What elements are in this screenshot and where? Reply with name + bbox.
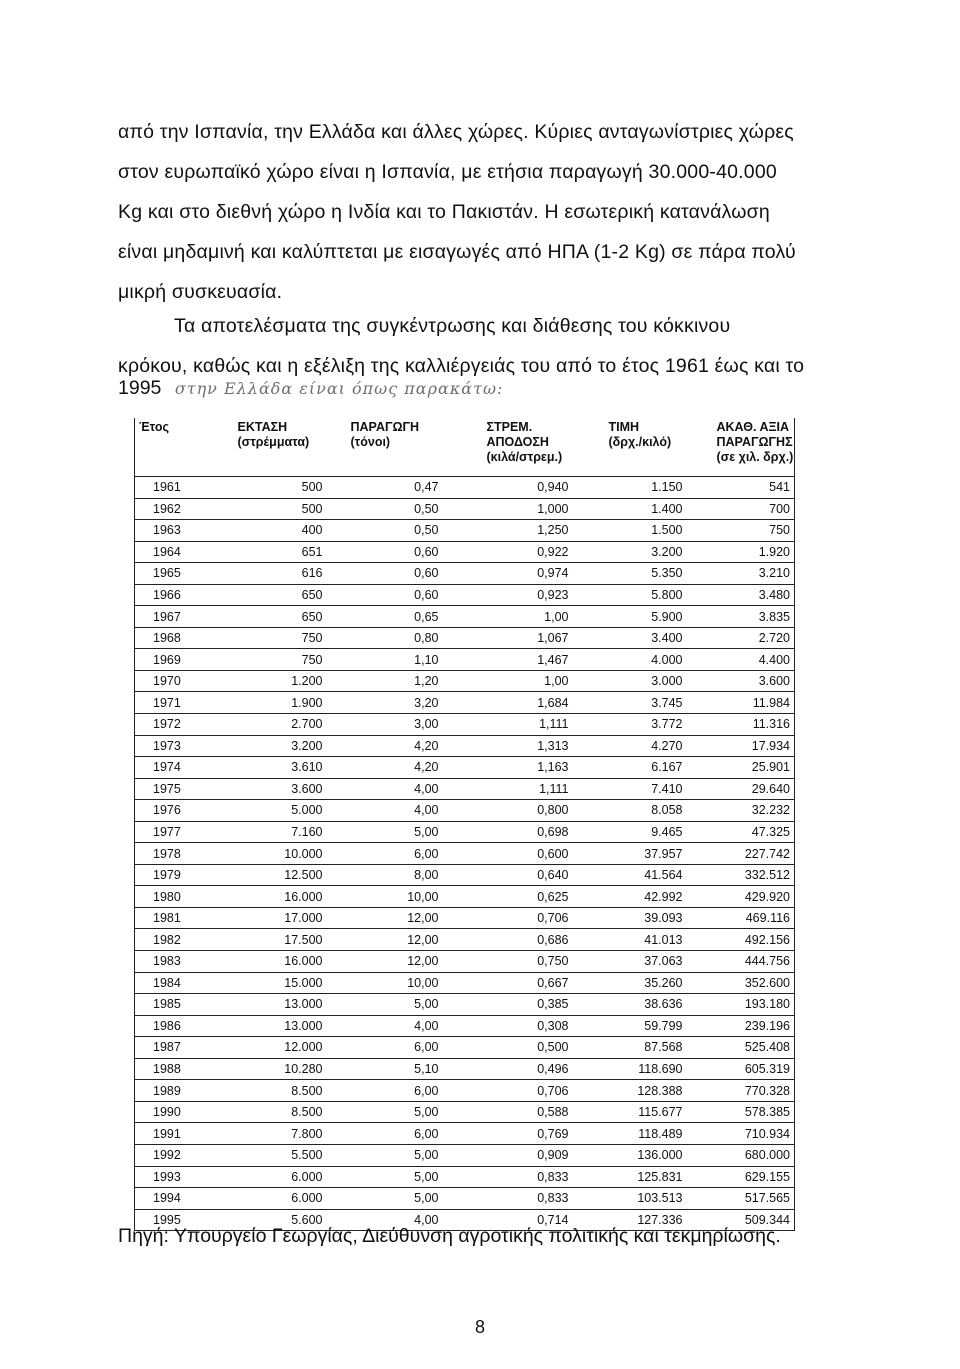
table-cell: 5,00 [327, 1144, 443, 1166]
header-text: ΤΙΜΗ [608, 420, 640, 434]
table-cell: 0,667 [443, 972, 573, 994]
col-header-gross-value [687, 418, 795, 477]
col-header-yield [443, 418, 573, 477]
table-cell: 11.316 [687, 714, 795, 736]
table-cell: 7.160 [235, 821, 327, 843]
table-cell: 3.610 [235, 757, 327, 779]
table-cell: 12.500 [235, 864, 327, 886]
table-cell: 8,00 [327, 864, 443, 886]
table-cell: 7.410 [573, 778, 687, 800]
table-cell: 125.831 [573, 1166, 687, 1188]
table-cell: 4.000 [573, 649, 687, 671]
header-unit: (δρχ./κιλό) [608, 435, 672, 449]
table-cell: 4,00 [327, 778, 443, 800]
handwritten-note: στην Ελλάδα είναι όπως παρακάτω: [174, 379, 504, 398]
table-cell: 0,308 [443, 1015, 573, 1037]
table-cell: 12,00 [327, 951, 443, 973]
saffron-production-table [134, 418, 795, 1231]
table-row [135, 520, 795, 542]
table-row [135, 972, 795, 994]
header-text: ΑΚΑΘ. ΑΞΙΑ [716, 420, 790, 434]
table-row [135, 1188, 795, 1210]
table-cell: 3.772 [573, 714, 687, 736]
table-cell: 1984 [135, 972, 235, 994]
table-row [135, 477, 795, 499]
year-text: 1995 [118, 377, 162, 399]
table-cell: 1,684 [443, 692, 573, 714]
table-cell: 5,00 [327, 1188, 443, 1210]
table-cell: 1961 [135, 477, 235, 499]
text-line: από την Ισπανία, την Ελλάδα και άλλες χώρες. Κύριες ανταγωνίστριες χώρες [118, 121, 794, 143]
table-cell: 0,940 [443, 477, 573, 499]
table-cell: 1.920 [687, 541, 795, 563]
table-cell: 1.200 [235, 670, 327, 692]
table-cell: 3.745 [573, 692, 687, 714]
table-row [135, 584, 795, 606]
text-line: είναι μηδαμινή και καλύπτεται με εισαγωγές από ΗΠΑ (1-2 Kg) σε πάρα πολύ [118, 241, 796, 263]
table-cell: 128.388 [573, 1080, 687, 1102]
table-cell: 1971 [135, 692, 235, 714]
table-cell: 0,974 [443, 563, 573, 585]
table-cell: 0,640 [443, 864, 573, 886]
table-cell: 12,00 [327, 907, 443, 929]
table-cell: 3.400 [573, 627, 687, 649]
table-cell: 700 [687, 498, 795, 520]
table-row [135, 800, 795, 822]
table-cell: 1982 [135, 929, 235, 951]
table-cell: 5,00 [327, 1101, 443, 1123]
source-note: Πηγή: Υπουργείο Γεωργίας, Διεύθυνση αγροτικής πολιτικής και τεκμηρίωσης. [118, 1225, 781, 1247]
table-cell: 492.156 [687, 929, 795, 951]
table-row [135, 757, 795, 779]
table-cell: 3.200 [573, 541, 687, 563]
table-row [135, 821, 795, 843]
table-row [135, 907, 795, 929]
table-cell: 227.742 [687, 843, 795, 865]
table-cell: 1,000 [443, 498, 573, 520]
table-cell: 3.200 [235, 735, 327, 757]
page-number: 8 [474, 1317, 485, 1337]
table-cell: 6.167 [573, 757, 687, 779]
table-cell: 12,00 [327, 929, 443, 951]
col-header-area [235, 418, 327, 477]
table-cell: 1994 [135, 1188, 235, 1210]
table-cell: 5,00 [327, 821, 443, 843]
table-cell: 1973 [135, 735, 235, 757]
table-row [135, 864, 795, 886]
text-line: Τα αποτελέσματα της συγκέντρωσης και διάθεσης του κόκκινου [174, 315, 731, 337]
table-cell: 400 [235, 520, 327, 542]
table-cell: 4.400 [687, 649, 795, 671]
table-cell: 1985 [135, 994, 235, 1016]
table-cell: 25.901 [687, 757, 795, 779]
table-row [135, 1101, 795, 1123]
col-header-price [573, 418, 687, 477]
header-text: Έτος [139, 420, 170, 434]
table-cell: 3.480 [687, 584, 795, 606]
table-cell: 5.350 [573, 563, 687, 585]
table-cell: 444.756 [687, 951, 795, 973]
results-paragraph [118, 306, 818, 386]
table-cell: 650 [235, 606, 327, 628]
table-cell: 5.600 [235, 1209, 327, 1231]
table-cell: 0,833 [443, 1188, 573, 1210]
table-cell: 332.512 [687, 864, 795, 886]
table-cell: 10,00 [327, 886, 443, 908]
table-cell: 1,467 [443, 649, 573, 671]
table-cell: 750 [235, 649, 327, 671]
table-cell: 127.336 [573, 1209, 687, 1231]
table-cell: 680.000 [687, 1144, 795, 1166]
table-cell: 0,922 [443, 541, 573, 563]
table-cell: 1967 [135, 606, 235, 628]
header-unit: (στρέμματα) [237, 435, 310, 449]
table-cell: 39.093 [573, 907, 687, 929]
table-cell: 1989 [135, 1080, 235, 1102]
table-cell: 429.920 [687, 886, 795, 908]
table-cell: 1,20 [327, 670, 443, 692]
table-cell: 3,00 [327, 714, 443, 736]
table-cell: 1,313 [443, 735, 573, 757]
table-cell: 1977 [135, 821, 235, 843]
table-row [135, 778, 795, 800]
table-cell: 5,10 [327, 1058, 443, 1080]
table-row [135, 606, 795, 628]
table-cell: 1,163 [443, 757, 573, 779]
table-cell: 0,65 [327, 606, 443, 628]
table-row [135, 670, 795, 692]
table-row [135, 735, 795, 757]
table-cell: 750 [235, 627, 327, 649]
header-unit: (κιλά/στρεμ.) [486, 450, 563, 464]
table-cell: 118.489 [573, 1123, 687, 1145]
table-cell: 1993 [135, 1166, 235, 1188]
table-cell: 5,00 [327, 994, 443, 1016]
table-cell: 41.013 [573, 929, 687, 951]
table-cell: 650 [235, 584, 327, 606]
table-cell: 750 [687, 520, 795, 542]
table-cell: 1992 [135, 1144, 235, 1166]
text-line: μικρή συσκευασία. [118, 281, 283, 303]
table-row [135, 1144, 795, 1166]
table-cell: 10,00 [327, 972, 443, 994]
table-row [135, 563, 795, 585]
table-cell: 6,00 [327, 843, 443, 865]
table-row [135, 886, 795, 908]
table-cell: 1965 [135, 563, 235, 585]
table-cell: 10.280 [235, 1058, 327, 1080]
text-line: στον ευρωπαϊκό χώρο είναι η Ισπανία, με ετήσια παραγωγή 30.000-40.000 [118, 161, 777, 183]
table-cell: 1983 [135, 951, 235, 973]
table-cell: 3,20 [327, 692, 443, 714]
table-cell: 3.600 [687, 670, 795, 692]
table-cell: 1.150 [573, 477, 687, 499]
table-cell: 0,60 [327, 584, 443, 606]
table-cell: 0,496 [443, 1058, 573, 1080]
table-cell: 0,50 [327, 498, 443, 520]
table-cell: 3.210 [687, 563, 795, 585]
table-cell: 37.063 [573, 951, 687, 973]
table-cell: 5.000 [235, 800, 327, 822]
table-cell: 42.992 [573, 886, 687, 908]
table-cell: 1,111 [443, 778, 573, 800]
table-cell: 1972 [135, 714, 235, 736]
table-cell: 17.500 [235, 929, 327, 951]
table-cell: 0,625 [443, 886, 573, 908]
table-cell: 0,706 [443, 1080, 573, 1102]
table-cell: 1995 [135, 1209, 235, 1231]
table-cell: 1,250 [443, 520, 573, 542]
table-cell: 651 [235, 541, 327, 563]
col-header-production [327, 418, 443, 477]
table-cell: 0,50 [327, 520, 443, 542]
table-cell: 115.677 [573, 1101, 687, 1123]
table-cell: 4.270 [573, 735, 687, 757]
table-row [135, 951, 795, 973]
table-cell: 37.957 [573, 843, 687, 865]
table-cell: 0,686 [443, 929, 573, 951]
table-cell: 1980 [135, 886, 235, 908]
table-cell: 1978 [135, 843, 235, 865]
table-row [135, 714, 795, 736]
table-row [135, 1080, 795, 1102]
table-cell: 0,60 [327, 563, 443, 585]
table-cell: 517.565 [687, 1188, 795, 1210]
table-cell: 87.568 [573, 1037, 687, 1059]
table-cell: 16.000 [235, 886, 327, 908]
table-cell: 500 [235, 477, 327, 499]
col-header-year [135, 418, 235, 477]
table-row [135, 1166, 795, 1188]
table-cell: 239.196 [687, 1015, 795, 1037]
table-cell: 0,800 [443, 800, 573, 822]
table-cell: 47.325 [687, 821, 795, 843]
table-cell: 1975 [135, 778, 235, 800]
table-cell: 1987 [135, 1037, 235, 1059]
table-cell: 1986 [135, 1015, 235, 1037]
table-row [135, 1015, 795, 1037]
table-cell: 17.000 [235, 907, 327, 929]
header-text: ΣΤΡΕΜ. [486, 420, 533, 434]
table-cell: 10.000 [235, 843, 327, 865]
table-cell: 6,00 [327, 1080, 443, 1102]
table-cell: 1991 [135, 1123, 235, 1145]
table-cell: 1966 [135, 584, 235, 606]
table-cell: 6.000 [235, 1188, 327, 1210]
text-line: κρόκου, καθώς και η εξέλιξη της καλλιέργειάς του από το έτος 1961 έως και το [118, 355, 805, 377]
table-cell: 500 [235, 498, 327, 520]
table-cell: 1988 [135, 1058, 235, 1080]
table-row [135, 692, 795, 714]
table-cell: 1,067 [443, 627, 573, 649]
table-cell: 0,706 [443, 907, 573, 929]
table-cell: 6,00 [327, 1037, 443, 1059]
table-cell: 13.000 [235, 1015, 327, 1037]
table-cell: 7.800 [235, 1123, 327, 1145]
table-cell: 1,00 [443, 606, 573, 628]
table-row [135, 1037, 795, 1059]
header-unit: (σε χιλ. δρχ.) [716, 450, 794, 464]
table-cell: 0,750 [443, 951, 573, 973]
intro-paragraph [118, 112, 818, 312]
table-cell: 1,00 [443, 670, 573, 692]
table-cell: 16.000 [235, 951, 327, 973]
table-row [135, 1058, 795, 1080]
table-cell: 0,47 [327, 477, 443, 499]
table-row [135, 498, 795, 520]
table-cell: 6,00 [327, 1123, 443, 1145]
table-cell: 710.934 [687, 1123, 795, 1145]
table-cell: 5,00 [327, 1166, 443, 1188]
table-cell: 4,00 [327, 1209, 443, 1231]
table-cell: 8.500 [235, 1080, 327, 1102]
table-header-row [135, 418, 795, 477]
table-cell: 469.116 [687, 907, 795, 929]
table-cell: 1979 [135, 864, 235, 886]
table-cell: 1.400 [573, 498, 687, 520]
table-cell: 35.260 [573, 972, 687, 994]
header-text: ΠΑΡΑΓΩΓΗ [350, 420, 420, 434]
table-cell: 525.408 [687, 1037, 795, 1059]
table-cell: 578.385 [687, 1101, 795, 1123]
table-cell: 0,909 [443, 1144, 573, 1166]
table-cell: 4,00 [327, 800, 443, 822]
table-row [135, 649, 795, 671]
table-cell: 0,600 [443, 843, 573, 865]
table-row [135, 843, 795, 865]
table-cell: 1990 [135, 1101, 235, 1123]
header-text: ΠΑΡΑΓΩΓΗΣ [716, 435, 793, 449]
table-row [135, 627, 795, 649]
table-cell: 0,500 [443, 1037, 573, 1059]
table-body [135, 477, 795, 1231]
table-row [135, 1123, 795, 1145]
table-cell: 136.000 [573, 1144, 687, 1166]
table-cell: 4,20 [327, 735, 443, 757]
header-text: ΕΚΤΑΣΗ [237, 420, 288, 434]
table-cell: 541 [687, 477, 795, 499]
table-cell: 0,385 [443, 994, 573, 1016]
table-cell: 1974 [135, 757, 235, 779]
table-cell: 0,714 [443, 1209, 573, 1231]
table-cell: 509.344 [687, 1209, 795, 1231]
table-cell: 0,698 [443, 821, 573, 843]
table-cell: 6.000 [235, 1166, 327, 1188]
table-cell: 1963 [135, 520, 235, 542]
table-row [135, 929, 795, 951]
table-cell: 1981 [135, 907, 235, 929]
table-cell: 3.600 [235, 778, 327, 800]
table-cell: 0,923 [443, 584, 573, 606]
table-cell: 0,833 [443, 1166, 573, 1188]
table-cell: 1.900 [235, 692, 327, 714]
table-cell: 5.500 [235, 1144, 327, 1166]
table-cell: 17.934 [687, 735, 795, 757]
table-cell: 193.180 [687, 994, 795, 1016]
table-cell: 11.984 [687, 692, 795, 714]
table-cell: 1968 [135, 627, 235, 649]
table-cell: 3.835 [687, 606, 795, 628]
table-cell: 5.800 [573, 584, 687, 606]
table-cell: 1969 [135, 649, 235, 671]
table-cell: 4,20 [327, 757, 443, 779]
table-cell: 0,60 [327, 541, 443, 563]
table-cell: 38.636 [573, 994, 687, 1016]
table-cell: 0,588 [443, 1101, 573, 1123]
table-cell: 8.500 [235, 1101, 327, 1123]
table-cell: 616 [235, 563, 327, 585]
table-cell: 1962 [135, 498, 235, 520]
table-cell: 9.465 [573, 821, 687, 843]
table-cell: 118.690 [573, 1058, 687, 1080]
table-cell: 3.000 [573, 670, 687, 692]
year-line [118, 377, 503, 400]
table-cell: 0,80 [327, 627, 443, 649]
table-cell: 41.564 [573, 864, 687, 886]
table-cell: 29.640 [687, 778, 795, 800]
table-cell: 8.058 [573, 800, 687, 822]
table-cell: 13.000 [235, 994, 327, 1016]
table-cell: 15.000 [235, 972, 327, 994]
table-cell: 1970 [135, 670, 235, 692]
table-cell: 0,769 [443, 1123, 573, 1145]
table-cell: 103.513 [573, 1188, 687, 1210]
table-cell: 1.500 [573, 520, 687, 542]
header-text: ΑΠΟΔΟΣΗ [486, 435, 549, 449]
table-cell: 5.900 [573, 606, 687, 628]
table-cell: 770.328 [687, 1080, 795, 1102]
header-unit: (τόνοι) [350, 435, 391, 449]
table-cell: 1,111 [443, 714, 573, 736]
table-cell: 12.000 [235, 1037, 327, 1059]
table-cell: 4,00 [327, 1015, 443, 1037]
table-cell: 2.700 [235, 714, 327, 736]
table-cell: 59.799 [573, 1015, 687, 1037]
table-cell: 605.319 [687, 1058, 795, 1080]
table-row [135, 541, 795, 563]
table-cell: 1,10 [327, 649, 443, 671]
table-cell: 629.155 [687, 1166, 795, 1188]
text-line: Kg και στο διεθνή χώρο η Ινδία και το Πακιστάν. Η εσωτερική κατανάλωση [118, 201, 770, 223]
table-cell: 2.720 [687, 627, 795, 649]
table-cell: 32.232 [687, 800, 795, 822]
table-cell: 352.600 [687, 972, 795, 994]
table-cell: 1976 [135, 800, 235, 822]
table-row [135, 994, 795, 1016]
table-cell: 1964 [135, 541, 235, 563]
